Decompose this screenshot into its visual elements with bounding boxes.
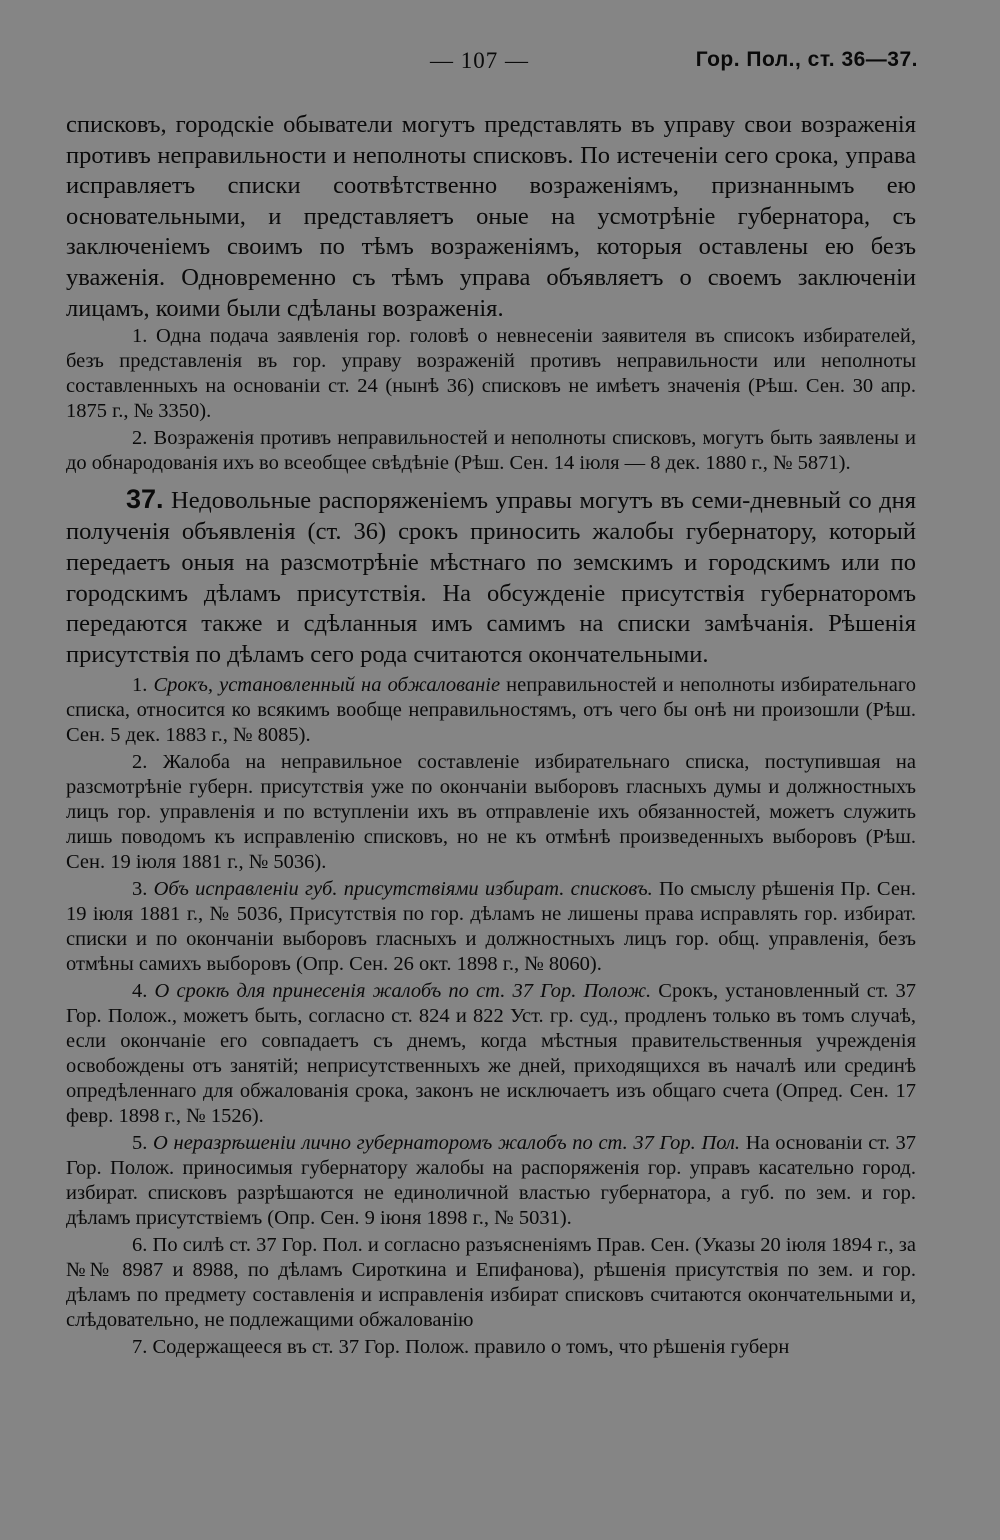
note-number: 1. <box>132 673 148 696</box>
article-37-note-2 <box>66 750 916 875</box>
article-37-note-4 <box>66 979 916 1129</box>
note-title: О срокѣ для принесенія жалобъ по ст. 37 Гор. Полож. <box>154 979 652 1002</box>
note-text: На основаніи ст. 37 Гор. Полож. приносимыя губернатору жалобы на распоряженія гор. управъ касательно город. избират. списковъ разрѣшаются не единоличной властью губернатора, а губ. по зем. и гор. дѣламъ присутствіемъ (Опр. Сен. 9 іюня 1898 г., № 5031). <box>66 1131 917 1229</box>
note-title: Объ исправленіи губ. присутствіями избират. списковъ. <box>153 877 653 900</box>
note-title: О неразрѣшеніи лично губернаторомъ жалобъ по ст. 37 Гор. Пол. <box>153 1131 741 1154</box>
article-37-note-3 <box>66 877 916 977</box>
note-text: Жалоба на неправильное составленіе избирательнаго списка, поступившая на разсмотрѣніе губерн. присутствія уже по окончаніи выборовъ гласныхъ думы и должностныхъ лицъ гор. управленія и по вступленіи ихъ въ отправленіе ихъ обязанностей, можетъ служить лишь поводомъ къ исправленію списковъ, но не къ отмѣнѣ произведенныхъ выборовъ (Рѣш. Сен. 19 іюля 1881 г., № 5036). <box>66 750 917 873</box>
note-number: 3. <box>132 877 148 900</box>
article-37-text: Недовольные распоряженіемъ управы могутъ въ семи-дневный со дня полученія объявленія (ст. 36) срокъ приносить жалобы губернатору, который передаетъ оныя на разсмотрѣніе мѣстнаго по земскимъ и городскимъ или по городскимъ дѣламъ присутствія. На обсужденіе присутствія губернаторомъ передаются также и сдѣланныя имъ самимъ на списки замѣчанія. Рѣшенія присутствія по дѣламъ сего рода считаются окончательными. <box>66 487 916 669</box>
article-37-note-5 <box>66 1131 916 1231</box>
note-number: 2. <box>132 750 148 773</box>
article-36-note-2: 2. Возраженія противъ неправильностей и неполноты списковъ, могутъ быть заявлены и до обнародованія ихъ во всеобщее свѣдѣніе (Рѣш. Сен. 14 іюля — 8 дек. 1880 г., № 5871). <box>66 427 916 475</box>
page-body <box>66 110 916 1360</box>
note-number: 7. <box>132 1335 148 1358</box>
article-37-note-7 <box>66 1335 916 1360</box>
note-text: неправильностей и неполноты избирательнаго списка, относится ко всякимъ вообще неправильностямъ, отъ чего бы онѣ ни произошли (Рѣш. Сен. 5 дек. 1883 г., № 8085). <box>66 673 916 746</box>
page-number: — 107 — <box>430 48 529 73</box>
running-head: Гор. Пол., ст. 36—37. <box>695 48 918 71</box>
note-text: Срокъ, установленный ст. 37 Гор. Полож., можетъ быть, согласно ст. 824 и 822 Уст. гр. суд., продленъ только въ томъ случаѣ, если окончаніе его совпадаетъ съ днемъ, когда мѣстныя правительственныя учрежденія освобождены отъ занятій; неприсутственныхъ же дней, приходящихся въ началѣ или срединѣ опредѣленнаго для обжалованія срока, законъ не исключаетъ изъ общаго счета (Опред. Сен. 17 февр. 1898 г., № 1526). <box>66 979 917 1127</box>
page-header <box>0 48 1000 78</box>
note-number: 6. <box>132 1233 148 1256</box>
note-text: Содержащееся въ ст. 37 Гор. Полож. правило о томъ, что рѣшенія губерн <box>152 1335 790 1358</box>
article-37 <box>66 484 916 671</box>
note-text: По силѣ ст. 37 Гор. Пол. и согласно разъясненіямъ Прав. Сен. (Указы 20 іюля 1894 г., за №№ 8987 и 8988, по дѣламъ Сироткина и Епифанова), рѣшенія присутствія по зем. и гор. дѣламъ по предмету составленія и исправленія избират списковъ считаются окончательными и, слѣдовательно, не подлежащими обжалованію <box>66 1233 916 1331</box>
note-text: По смыслу рѣшенія Пр. Сен. 19 іюля 1881 г., № 5036, Присутствія по гор. дѣламъ не лишены права исправлять гор. избират. списки и по окончаніи выборовъ гласныхъ и должностныхъ лицъ гор. общ. управленія, безъ отмѣны самихъ выборовъ (Опр. Сен. 26 окт. 1898 г., № 8060). <box>66 877 917 975</box>
article-number: 37. <box>126 484 164 515</box>
article-37-note-6 <box>66 1233 916 1333</box>
article-36-note-1: 1. Одна подача заявленія гор. головѣ о невнесеніи заявителя въ списокъ избирателей, безъ представленія въ гор. управу возраженій противъ неправильности или неполноты составленныхъ на основаніи ст. 24 (нынѣ 36) списковъ не имѣетъ значенія (Рѣш. Сен. 30 апр. 1875 г., № 3350). <box>66 325 916 423</box>
article-36-continuation: списковъ, городскіе обыватели могутъ представлять въ управу свои возраженія противъ неправильности и неполноты списковъ. По истеченіи сего срока, управа исправляетъ списки соотвѣтственно возраженіямъ, признаннымъ ею основательными, и представляетъ оные на усмотрѣніе губернатора, съ заключеніемъ своимъ по тѣмъ возраженіямъ, которыя оставлены ею безъ уваженія. Одновременно съ тѣмъ управа объявляетъ о своемъ заключеніи лицамъ, коими были сдѣланы возраженія. <box>66 111 916 322</box>
note-title: Срокъ, установленный на обжалованіе <box>153 673 501 696</box>
article-37-note-1 <box>66 673 916 748</box>
note-number: 5. <box>132 1131 148 1154</box>
note-number: 4. <box>132 979 148 1002</box>
